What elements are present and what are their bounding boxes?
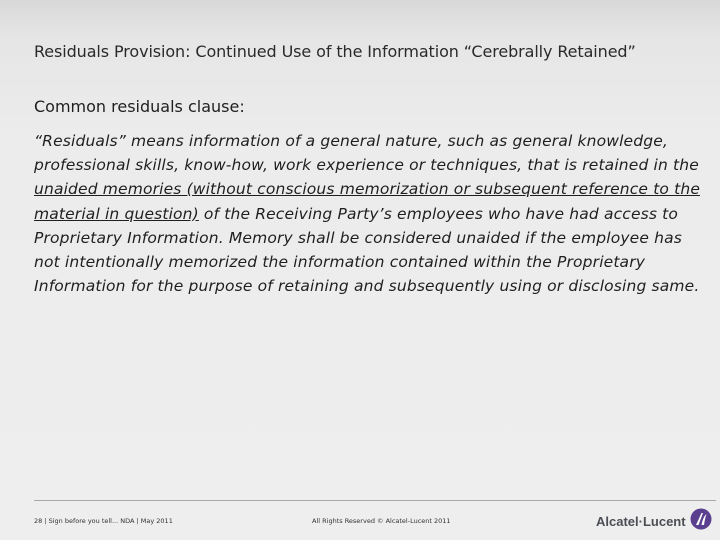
company-logo [596,508,712,534]
subheading: Common residuals clause: [34,97,245,116]
quote-underlined-text: unaided memories (without conscious memorization or subsequent reference to the material in question) [34,180,701,223]
slide-title: Residuals Provision: Continued Use of the Information “Cerebrally Retained” [34,42,636,61]
footer-page-info: 28 | Sign before you tell... NDA | May 2011 [34,517,173,525]
footer-divider [34,500,716,501]
logo-text: Alcatel·Lucent [596,513,686,529]
footer-copyright: All Rights Reserved © Alcatel-Lucent 2011 [312,517,451,525]
alcatel-lucent-logo-icon [690,508,712,534]
residuals-clause-quote [34,129,704,298]
quote-text-part-1: “Residuals” means information of a general nature, such as general knowledge, professional skills, know-how, work experience or techniques, that is retained in the [34,132,699,175]
quote-text-part-2: of the Receiving Party’s employees who have had access to Proprietary Information. Memory shall be considered unaided if the employee has not intentionally memorized the information contained within the Proprietary Information for the purpose of retaining and subsequently using or disclosing same. [34,204,700,296]
